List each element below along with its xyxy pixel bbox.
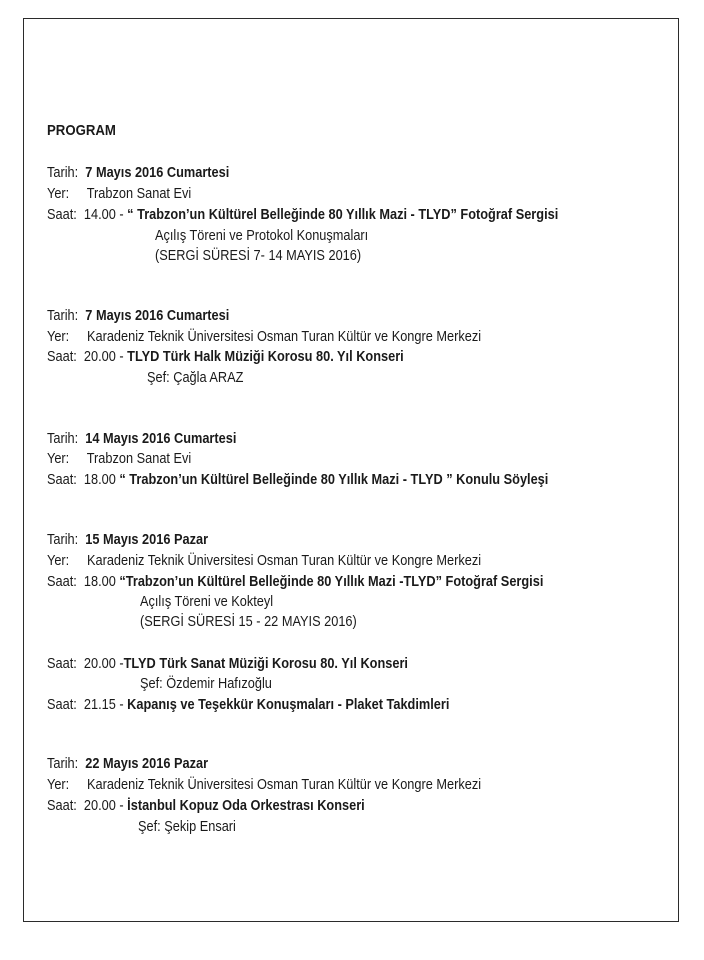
event-1-title: “ Trabzon’un Kültürel Belleğinde 80 Yıllık Mazi - TLYD” Fotoğraf Sergisi (127, 207, 559, 223)
event-4-date-line (47, 531, 208, 549)
place-label: Yer: (47, 186, 70, 202)
event-1-date-line (47, 164, 229, 182)
event-4-time-2: 20.00 - (83, 656, 124, 672)
event-5-date: 22 Mayıs 2016 Pazar (85, 756, 209, 772)
event-2-date: 7 Mayıs 2016 Cumartesi (85, 308, 230, 324)
time-label: Saat: (47, 656, 77, 672)
time-label: Saat: (47, 207, 77, 223)
event-4-time-line-3 (47, 696, 449, 714)
date-label: Tarih: (47, 532, 79, 548)
event-1-date: 7 Mayıs 2016 Cumartesi (85, 165, 230, 181)
event-4-note-2: (SERGİ SÜRESİ 15 - 22 MAYIS 2016) (140, 614, 357, 630)
date-label: Tarih: (47, 308, 79, 324)
event-1-note-2: (SERGİ SÜRESİ 7- 14 MAYIS 2016) (155, 248, 362, 264)
place-label: Yer: (47, 329, 70, 345)
event-3-date: 14 Mayıs 2016 Cumartesi (85, 431, 237, 447)
event-3-time: 18.00 (83, 472, 116, 488)
event-4-place-line (47, 552, 481, 570)
place-label: Yer: (47, 553, 70, 569)
event-3-time-line (47, 471, 548, 489)
time-label: Saat: (47, 472, 77, 488)
event-1-time: 14.00 - (83, 207, 124, 223)
event-5-place-line (47, 776, 481, 794)
event-4-title: “Trabzon’un Kültürel Belleğinde 80 Yıllık Mazi -TLYD” Fotoğraf Sergisi (119, 574, 544, 590)
event-2-place-line (47, 328, 481, 346)
date-label: Tarih: (47, 165, 79, 181)
event-2-date-line (47, 307, 229, 325)
date-label: Tarih: (47, 431, 79, 447)
event-5-time: 20.00 - (83, 798, 124, 814)
date-label: Tarih: (47, 756, 79, 772)
event-2-conductor: Şef: Çağla ARAZ (147, 370, 244, 386)
event-2-time: 20.00 - (83, 349, 124, 365)
event-4-time-line (47, 573, 543, 591)
event-4-title-3: Kapanış ve Teşekkür Konuşmaları - Plaket Takdimleri (127, 697, 450, 713)
event-3-date-line (47, 430, 236, 448)
event-4-note-1: Açılış Töreni ve Kokteyl (140, 594, 274, 610)
event-2-title: TLYD Türk Halk Müziği Korosu 80. Yıl Konseri (127, 349, 404, 365)
event-1-note-1: Açılış Töreni ve Protokol Konuşmaları (155, 228, 369, 244)
event-1-place: Trabzon Sanat Evi (86, 186, 192, 202)
event-1-time-line (47, 206, 558, 224)
event-4-place: Karadeniz Teknik Üniversitesi Osman Turan Kültür ve Kongre Merkezi (86, 553, 482, 569)
event-5-conductor: Şef: Şekip Ensari (138, 819, 236, 835)
event-5-title: İstanbul Kopuz Oda Orkestrası Konseri (127, 798, 365, 814)
event-5-time-line (47, 797, 365, 815)
event-4-time: 18.00 (83, 574, 116, 590)
event-4-time-3: 21.15 - (83, 697, 124, 713)
event-4-date: 15 Mayıs 2016 Pazar (85, 532, 209, 548)
event-4-title-2: TLYD Türk Sanat Müziği Korosu 80. Yıl Konseri (123, 656, 408, 672)
event-5-place: Karadeniz Teknik Üniversitesi Osman Turan Kültür ve Kongre Merkezi (86, 777, 482, 793)
place-label: Yer: (47, 777, 70, 793)
program-title: PROGRAM (47, 122, 116, 139)
event-4-time-line-2 (47, 655, 408, 673)
time-label: Saat: (47, 697, 77, 713)
time-label: Saat: (47, 349, 77, 365)
event-5-date-line (47, 755, 208, 773)
time-label: Saat: (47, 798, 77, 814)
event-2-time-line (47, 348, 404, 366)
event-1-place-line (47, 185, 191, 203)
place-label: Yer: (47, 451, 70, 467)
event-2-place: Karadeniz Teknik Üniversitesi Osman Turan Kültür ve Kongre Merkezi (86, 329, 482, 345)
event-3-place: Trabzon Sanat Evi (86, 451, 192, 467)
time-label: Saat: (47, 574, 77, 590)
event-3-place-line (47, 450, 191, 468)
event-3-title: “ Trabzon’un Kültürel Belleğinde 80 Yıllık Mazi - TLYD ” Konulu Söyleşi (119, 472, 549, 488)
event-4-conductor: Şef: Özdemir Hafızoğlu (140, 676, 272, 692)
